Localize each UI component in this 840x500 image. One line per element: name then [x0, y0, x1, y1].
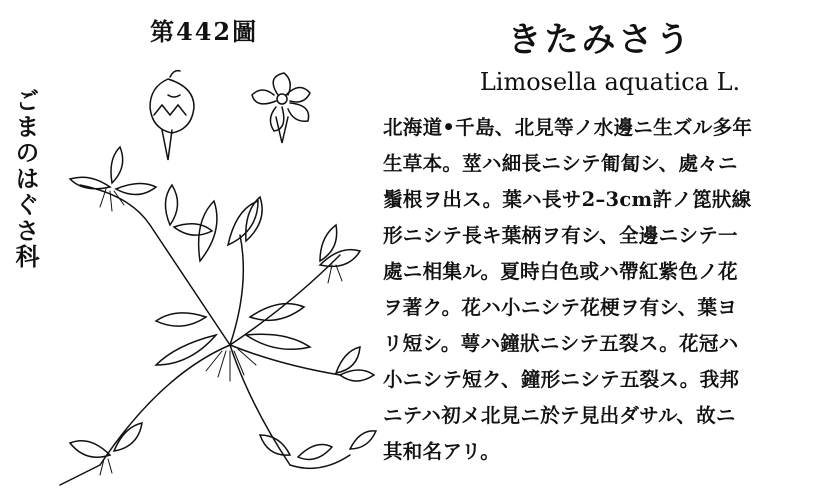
plant-illustration [50, 55, 380, 495]
plant-stems [60, 185, 350, 485]
description-line: 處ニ相集ル。夏時白色或ハ帶紅紫色ノ花 [383, 260, 738, 283]
description-line: 北海道•千島、北見等ノ水邊ニ生ズル多年 [383, 116, 753, 139]
family-label: ごまのはぐさ科 [11, 88, 40, 270]
description-line: 其和名アリ。 [383, 440, 501, 463]
description-line: リ短シ。萼ハ鐘狀ニシテ五裂ス。花冠ハ [383, 332, 739, 355]
scientific-name: Limosella aquatica L. [479, 68, 741, 96]
description-line: 小ニシテ短ク、鐘形ニシテ五裂ス。我邦 [383, 368, 740, 391]
description-line: ニテハ初メ北見ニ於テ見出ダサル、故ニ [383, 404, 736, 427]
description-line: 生草本。莖ハ細長ニシテ匍匐シ、處々ニ [383, 152, 738, 175]
figure-number: 第442圖 [150, 17, 259, 46]
description-line: 鬚根ヲ出ス。葉ハ長サ2–3cm許ノ箆狀線 [383, 188, 752, 211]
description-text [383, 110, 823, 470]
japanese-name: きたみさう [507, 20, 693, 60]
description-line: ヲ著ク。花ハ小ニシテ花梗ヲ有シ、葉ヨ [383, 296, 738, 319]
capsule-detail [150, 71, 194, 160]
description-line: 形ニシテ長キ葉柄ヲ有シ、全邊ニシテ一 [383, 224, 738, 247]
flower-detail [252, 73, 310, 143]
